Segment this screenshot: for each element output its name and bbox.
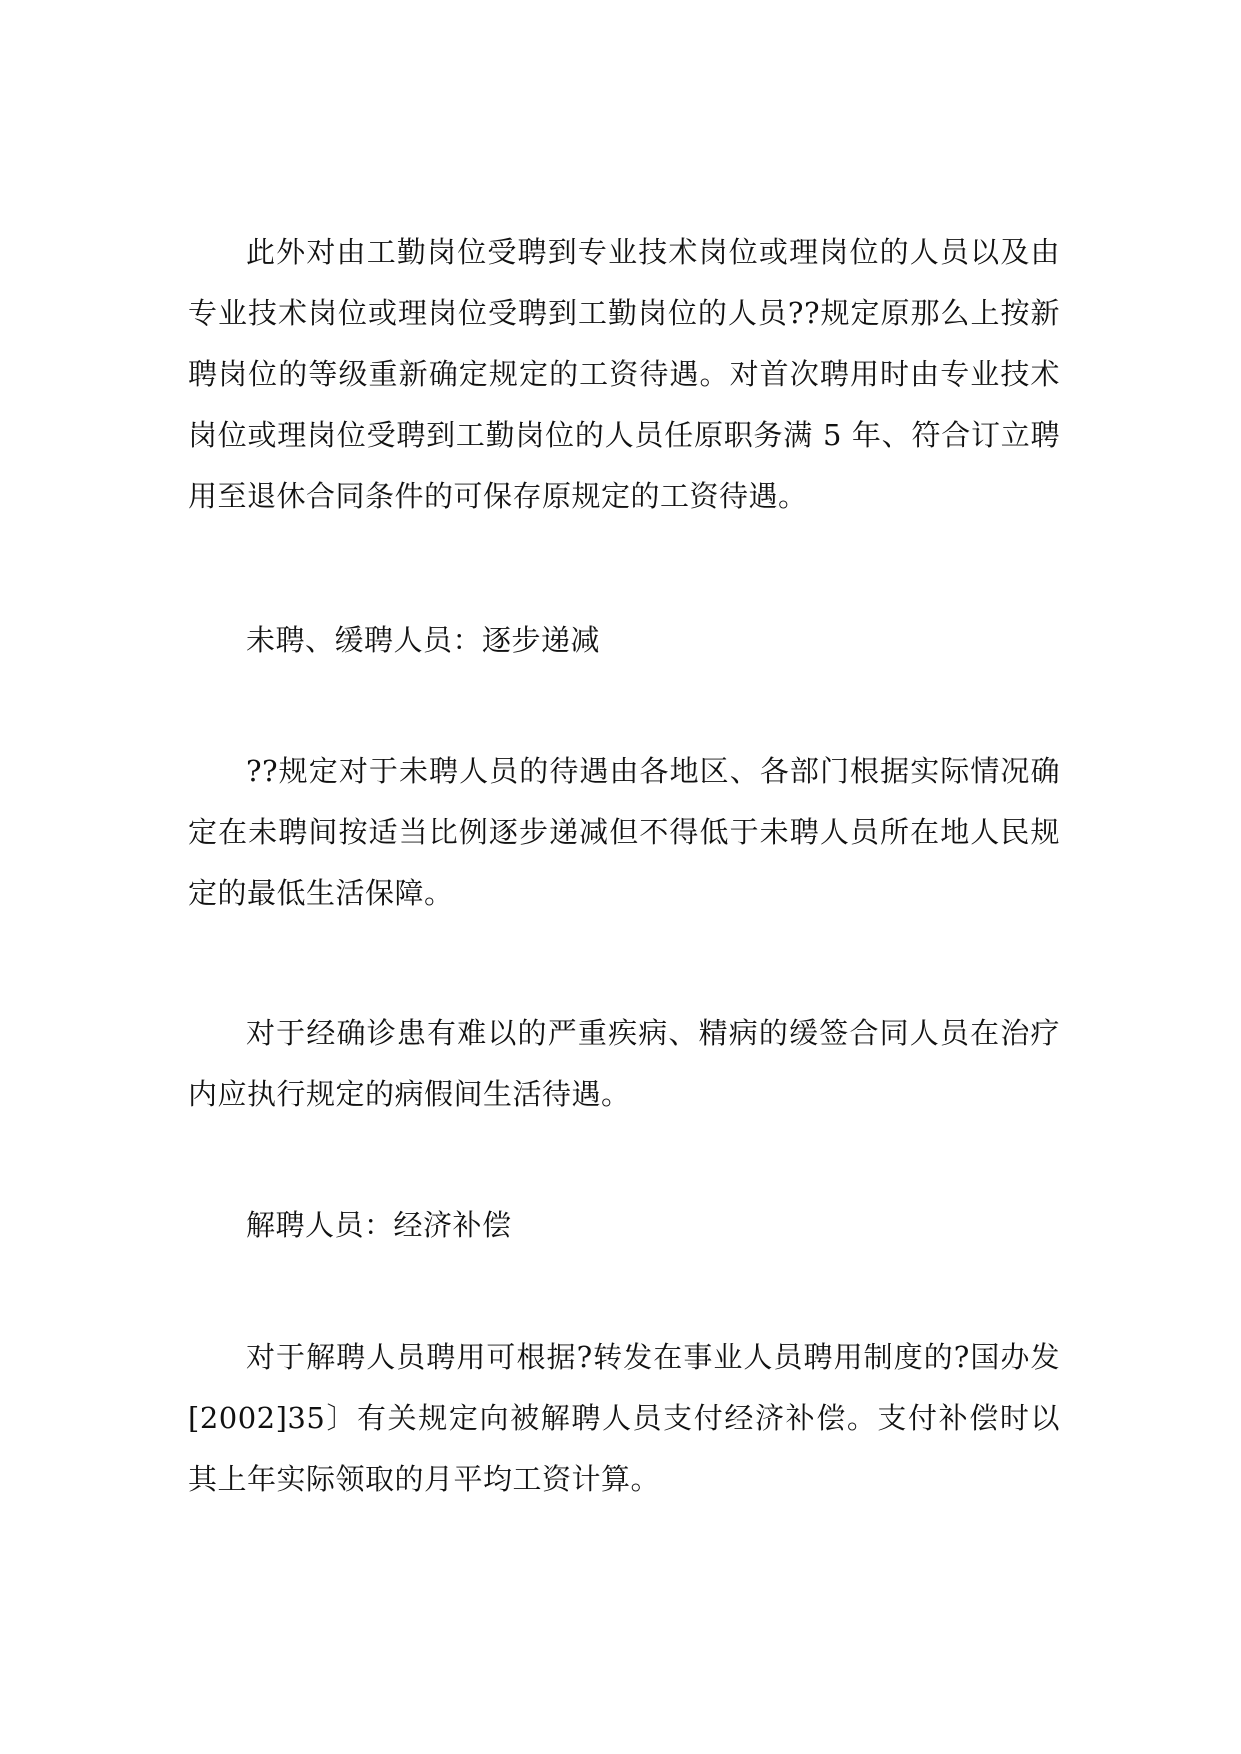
section-heading-dismissed: 解聘人员：经济补偿 (246, 1208, 512, 1242)
paragraph-unhired-treatment: ??规定对于未聘人员的待遇由各地区、各部门根据实际情况确定在未聘间按适当比例逐步递减但不得低于未聘人员所在地人民规定的最低生活保障。 (188, 754, 1060, 910)
paragraph-illness-treatment: 对于经确诊患有难以的严重疾病、精病的缓签合同人员在治疗内应执行规定的病假间生活待遇。 (188, 1016, 1060, 1111)
paragraph-dismissal-compensation: 对于解聘人员聘用可根据?转发在事业人员聘用制度的?国办发[2002]35〕有关规定向被解聘人员支付经济补偿。支付补偿时以其上年实际领取的月平均工资计算。 (188, 1340, 1060, 1496)
paragraph-salary-transfer: 此外对由工勤岗位受聘到专业技术岗位或理岗位的人员以及由专业技术岗位或理岗位受聘到工勤岗位的人员??规定原那么上按新聘岗位的等级重新确定规定的工资待遇。对首次聘用时由专业技术岗位或理岗位受聘到工勤岗位的人员任原职务满 5 年、符合订立聘用至退休合同条件的可保存原规定的工资待遇。 (188, 235, 1060, 513)
section-heading-unhired: 未聘、缓聘人员：逐步递减 (246, 623, 601, 657)
